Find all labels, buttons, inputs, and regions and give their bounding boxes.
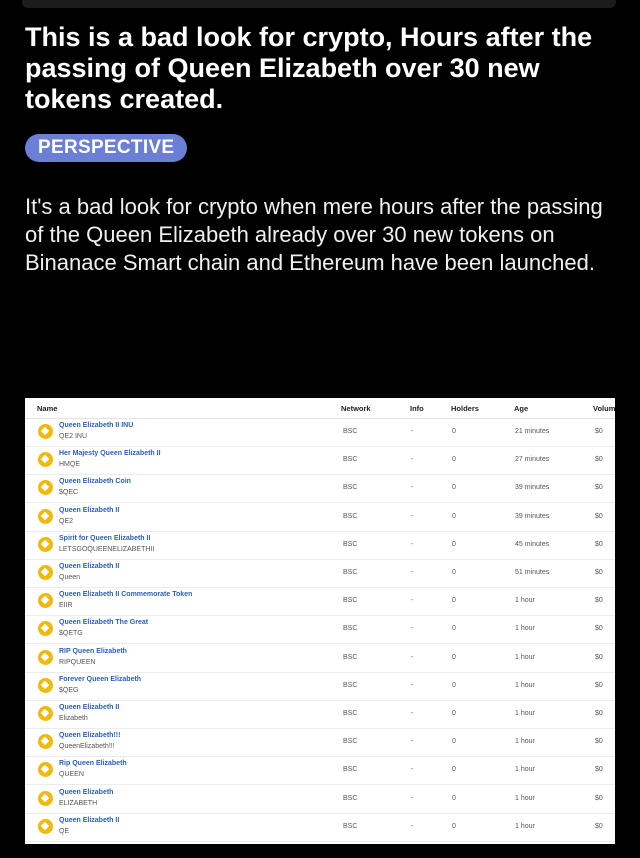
- holders-cell: 0: [452, 794, 456, 802]
- header-name: Name: [37, 404, 58, 413]
- holders-cell: 0: [452, 597, 456, 605]
- volume-cell: $0: [595, 653, 603, 661]
- token-table-screenshot: [25, 398, 615, 844]
- network-cell: BSC: [343, 484, 358, 492]
- post-title: This is a bad look for crypto, Hours after the passing of Queen Elizabeth over 30 new tokens created.: [25, 22, 593, 114]
- volume-cell: $0: [595, 428, 603, 435]
- age-cell: 1 hour: [515, 794, 535, 802]
- volume-cell: $0: [595, 484, 603, 492]
- network-cell: BSC: [343, 766, 358, 774]
- table-row[interactable]: [25, 418, 615, 447]
- token-name-link[interactable]: Spirit for Queen Elizabeth II: [59, 534, 151, 542]
- network-cell: BSC: [343, 738, 358, 746]
- token-symbol: Queen: [59, 574, 81, 581]
- holders-cell: 0: [452, 766, 456, 774]
- network-cell: BSC: [343, 428, 358, 435]
- network-cell: BSC: [343, 822, 358, 830]
- holders-cell: 0: [452, 484, 456, 492]
- table-header: [25, 398, 615, 419]
- bnb-coin-icon: [38, 678, 53, 693]
- table-row[interactable]: [25, 700, 615, 729]
- bnb-coin-icon: [38, 593, 53, 608]
- table-row[interactable]: [25, 756, 615, 785]
- volume-cell: $0: [595, 456, 603, 464]
- table-row[interactable]: [25, 728, 615, 757]
- header-volume: Volum: [593, 404, 615, 413]
- info-cell: -: [411, 710, 414, 717]
- info-cell: -: [411, 428, 414, 435]
- age-cell: 1 hour: [515, 822, 535, 830]
- token-symbol: LETSGOQUEENELIZABETHII: [59, 545, 155, 553]
- age-cell: 51 minutes: [515, 569, 550, 576]
- volume-cell: $0: [595, 625, 603, 633]
- volume-cell: $0: [595, 710, 603, 717]
- bnb-coin-icon: [38, 452, 53, 467]
- volume-cell: $0: [595, 794, 603, 802]
- token-name-link[interactable]: Queen Elizabeth II: [59, 704, 120, 711]
- table-row[interactable]: [25, 531, 615, 560]
- table-row[interactable]: [25, 813, 615, 842]
- volume-cell: $0: [595, 738, 603, 746]
- network-cell: BSC: [343, 456, 358, 464]
- network-cell: BSC: [343, 681, 358, 689]
- bnb-coin-icon: [38, 734, 53, 749]
- bnb-coin-icon: [38, 537, 53, 552]
- network-cell: BSC: [343, 710, 358, 717]
- info-cell: -: [411, 512, 414, 520]
- token-name-link[interactable]: Queen Elizabeth Coin: [59, 478, 131, 486]
- info-cell: -: [411, 681, 414, 689]
- bnb-coin-icon: [38, 480, 53, 495]
- token-symbol: QE2: [59, 517, 74, 525]
- table-row[interactable]: [25, 644, 615, 673]
- bnb-coin-icon: [38, 650, 53, 665]
- network-cell: BSC: [343, 540, 358, 548]
- token-symbol: QE2 INU: [59, 433, 88, 440]
- volume-cell: $0: [595, 540, 603, 548]
- info-cell: -: [411, 569, 414, 576]
- network-cell: BSC: [343, 625, 358, 633]
- token-symbol: $QETG: [59, 630, 83, 638]
- network-cell: BSC: [343, 597, 358, 605]
- token-name-link[interactable]: RIP Queen Elizabeth: [59, 647, 127, 655]
- volume-cell: $0: [595, 569, 603, 576]
- age-cell: 39 minutes: [515, 512, 550, 520]
- age-cell: 1 hour: [515, 710, 535, 717]
- token-symbol: EIIR: [59, 602, 73, 610]
- header-network: Network: [341, 404, 371, 413]
- flair-badge[interactable]: PERSPECTIVE: [25, 134, 187, 162]
- token-name-link[interactable]: Queen Elizabeth II: [59, 506, 120, 514]
- token-symbol: Elizabeth: [59, 715, 88, 722]
- token-name-link[interactable]: Queen Elizabeth: [59, 788, 114, 796]
- holders-cell: 0: [452, 710, 456, 717]
- token-name-link[interactable]: Queen Elizabeth!!!: [59, 732, 121, 740]
- token-symbol: QUEEN: [59, 771, 84, 779]
- age-cell: 1 hour: [515, 597, 535, 605]
- token-name-link[interactable]: Forever Queen Elizabeth: [59, 675, 142, 683]
- table-row[interactable]: [25, 587, 615, 616]
- header-info: Info: [410, 404, 424, 413]
- volume-cell: $0: [595, 597, 603, 605]
- holders-cell: 0: [452, 428, 456, 435]
- holders-cell: 0: [452, 822, 456, 830]
- info-cell: -: [411, 456, 414, 464]
- holders-cell: 0: [452, 456, 456, 464]
- volume-cell: $0: [595, 766, 603, 774]
- token-symbol: RIPQUEEN: [59, 658, 96, 666]
- table-row[interactable]: [25, 474, 615, 503]
- table-row[interactable]: [25, 672, 615, 701]
- bnb-coin-icon: [38, 509, 53, 524]
- age-cell: 1 hour: [515, 681, 535, 689]
- token-symbol: QueenElizabeth!!!: [59, 743, 115, 751]
- age-cell: 27 minutes: [515, 456, 550, 464]
- table-row[interactable]: [25, 503, 615, 532]
- token-symbol: QE: [59, 827, 70, 835]
- table-row[interactable]: [25, 559, 615, 588]
- volume-cell: $0: [595, 681, 603, 689]
- info-cell: -: [411, 766, 414, 774]
- token-symbol: HMQE: [59, 461, 80, 469]
- holders-cell: 0: [452, 625, 456, 633]
- info-cell: -: [411, 625, 414, 633]
- bnb-coin-icon: [38, 706, 53, 721]
- info-cell: -: [411, 597, 414, 605]
- header-age: Age: [514, 404, 529, 413]
- token-name-link[interactable]: Queen Elizabeth II: [59, 816, 120, 824]
- age-cell: 21 minutes: [515, 428, 550, 435]
- bnb-coin-icon: [38, 565, 53, 580]
- token-name-link[interactable]: Queen Elizabeth II: [59, 563, 120, 570]
- holders-cell: 0: [452, 653, 456, 661]
- bnb-coin-icon: [38, 791, 53, 806]
- bnb-coin-icon: [38, 424, 53, 439]
- token-symbol: $QEG: [59, 686, 79, 694]
- token-name-link[interactable]: Her Majesty Queen Elizabeth II: [59, 450, 161, 458]
- holders-cell: 0: [452, 569, 456, 576]
- table-row[interactable]: [25, 615, 615, 644]
- bnb-coin-icon: [38, 819, 53, 834]
- info-cell: -: [411, 738, 414, 746]
- info-cell: -: [411, 794, 414, 802]
- token-name-link[interactable]: Queen Elizabeth II Commemorate Token: [59, 591, 193, 599]
- age-cell: 1 hour: [515, 653, 535, 661]
- bnb-coin-icon: [38, 762, 53, 777]
- age-cell: 1 hour: [515, 738, 535, 746]
- token-symbol: ELIZABETH: [59, 799, 98, 807]
- age-cell: 1 hour: [515, 625, 535, 633]
- bnb-coin-icon: [38, 621, 53, 636]
- holders-cell: 0: [452, 512, 456, 520]
- network-cell: BSC: [343, 794, 358, 802]
- token-name-link[interactable]: Queen Elizabeth The Great: [59, 619, 149, 627]
- network-cell: BSC: [343, 569, 358, 576]
- info-cell: -: [411, 484, 414, 492]
- top-bar: [22, 0, 616, 8]
- network-cell: BSC: [343, 653, 358, 661]
- table-row[interactable]: [25, 446, 615, 475]
- info-cell: -: [411, 822, 414, 830]
- age-cell: 45 minutes: [515, 540, 550, 548]
- token-name-link[interactable]: Queen Elizabeth II INU: [59, 422, 134, 429]
- token-name-link[interactable]: Rip Queen Elizabeth: [59, 760, 127, 768]
- table-row[interactable]: [25, 785, 615, 814]
- info-cell: -: [411, 540, 414, 548]
- info-cell: -: [411, 653, 414, 661]
- volume-cell: $0: [595, 512, 603, 520]
- holders-cell: 0: [452, 540, 456, 548]
- token-symbol: $QEC: [59, 489, 79, 497]
- holders-cell: 0: [452, 681, 456, 689]
- header-holders: Holders: [451, 404, 479, 413]
- age-cell: 1 hour: [515, 766, 535, 774]
- age-cell: 39 minutes: [515, 484, 550, 492]
- volume-cell: $0: [595, 822, 603, 830]
- post-body: It's a bad look for crypto when mere hours after the passing of the Queen Elizabeth already over 30 new tokens on Binanace Smart chain and Ethereum have been launched.: [25, 194, 603, 275]
- holders-cell: 0: [452, 738, 456, 746]
- network-cell: BSC: [343, 512, 358, 520]
